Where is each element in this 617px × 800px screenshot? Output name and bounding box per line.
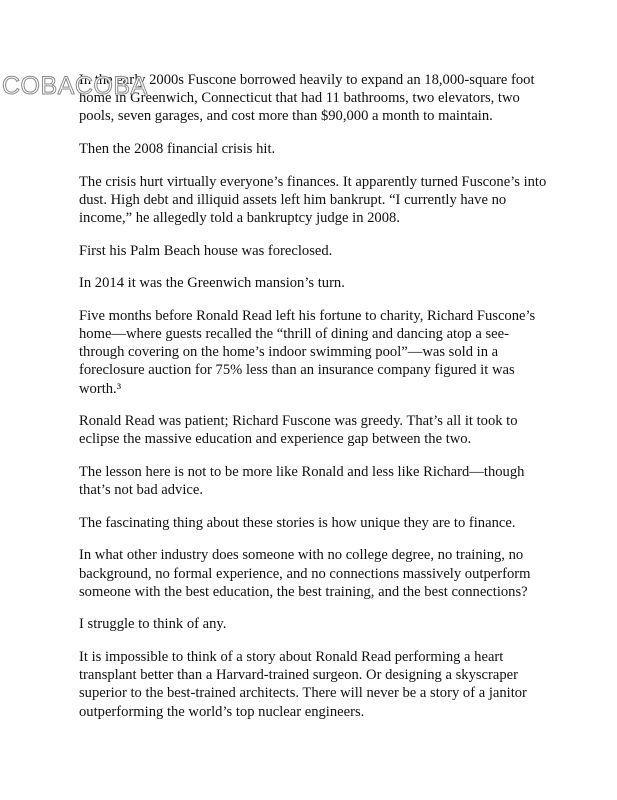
watermark: COBACOBA bbox=[2, 72, 148, 100]
paragraph: The fascinating thing about these stories is how unique they are to finance. bbox=[79, 514, 516, 531]
paragraph: In the early 2000s Fuscone borrowed heavily to expand an 18,000-square foot home in Greenwich, Connecticut that had 11 bathrooms, two elevators, two pools, seven garages, and cost more than $90,000 a month to maintain. bbox=[79, 72, 535, 125]
paragraph: First his Palm Beach house was foreclosed. bbox=[79, 242, 333, 259]
paragraph: The crisis hurt virtually everyone’s finances. It apparently turned Fuscone’s into dust. High debt and illiquid assets left him bankrupt. “I currently have no income,” he allegedly told a bankruptcy judge in 2008. bbox=[79, 173, 547, 226]
paragraph: Ronald Read was patient; Richard Fuscone was greedy. That’s all it took to eclipse the massive education and experience gap between the two. bbox=[79, 413, 518, 448]
paragraph: I struggle to think of any. bbox=[79, 616, 227, 633]
paragraph: In 2014 it was the Greenwich mansion’s turn. bbox=[79, 275, 345, 292]
paragraph: The lesson here is not to be more like Ronald and less like Richard—though that’s not bad advice. bbox=[79, 463, 525, 499]
paragraph: Then the 2008 financial crisis hit. bbox=[79, 141, 276, 157]
paragraph: In what other industry does someone with no college degree, no training, no background, no formal experience, and no connections massively outperform someone with the best education, the best training, and the best connections? bbox=[79, 547, 531, 600]
body-text bbox=[79, 71, 547, 735]
paragraph: It is impossible to think of a story about Ronald Read performing a heart transplant better than a Harvard-trained surgeon. Or designing a skyscraper superior to the best-trained architects. There will never be a story of a janitor outperforming the world’s top nuclear engineers. bbox=[79, 648, 527, 720]
paragraph: Five months before Ronald Read left his fortune to charity, Richard Fuscone’s home—where guests recalled the “thrill of dining and dancing atop a see-through covering on the home’s indoor swimming pool”—was sold in a foreclosure auction for 75% less than an insurance company figured it was worth.³ bbox=[79, 307, 536, 397]
